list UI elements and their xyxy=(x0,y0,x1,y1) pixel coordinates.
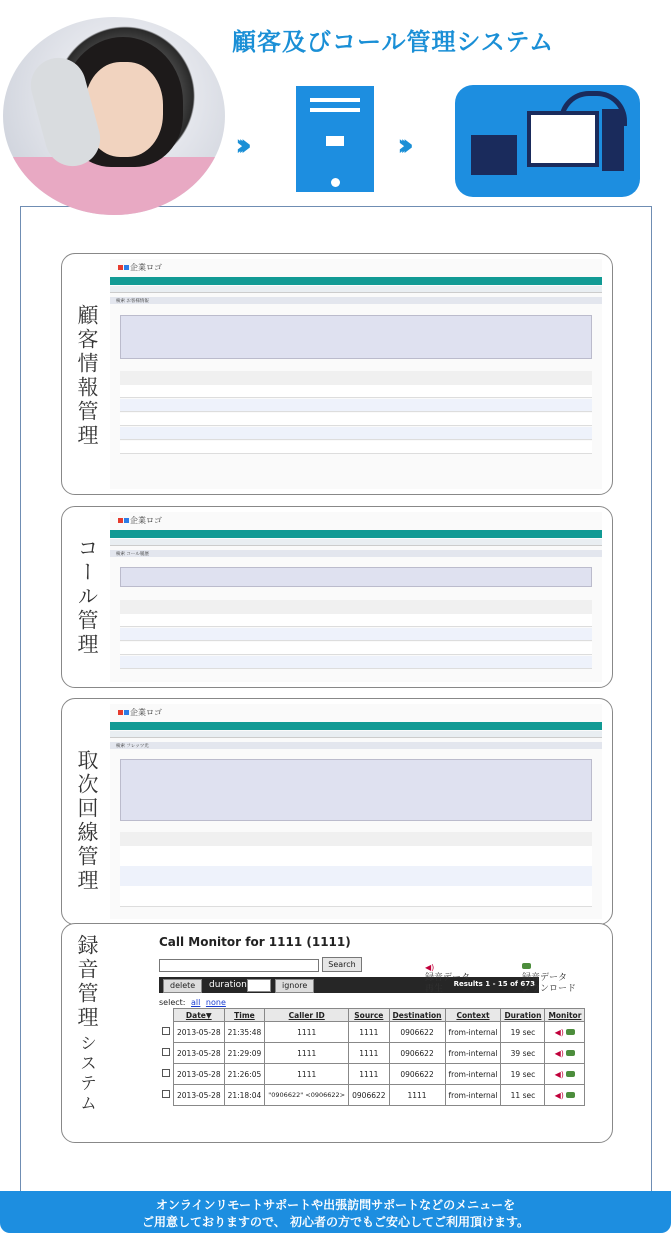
call-table xyxy=(159,1008,585,1106)
select-row xyxy=(159,998,226,1007)
caller-id-cell: "0906622" <0906622> xyxy=(265,1085,349,1106)
destination-cell: 0906622 xyxy=(389,1043,445,1064)
row-checkbox[interactable] xyxy=(162,1027,170,1035)
line-panel xyxy=(61,698,613,925)
column-header[interactable]: Destination xyxy=(389,1009,445,1022)
call-panel xyxy=(61,506,613,688)
page-title: 顧客及びコール管理システム xyxy=(232,28,555,56)
frame-left-line xyxy=(20,206,21,1191)
duration-cell: 11 sec xyxy=(501,1085,545,1106)
frame-right-line xyxy=(651,206,652,1191)
table-row xyxy=(159,1085,585,1106)
pc-headset-icon xyxy=(455,85,640,197)
download-icon[interactable] xyxy=(566,1092,575,1098)
date-cell: 2013-05-28 xyxy=(174,1043,225,1064)
duration-cell: 19 sec xyxy=(501,1022,545,1043)
speaker-icon[interactable]: ◀) xyxy=(554,1069,564,1079)
call-panel-label: コール管理 xyxy=(75,537,99,657)
time-cell: 21:29:09 xyxy=(224,1043,265,1064)
column-header[interactable]: Source xyxy=(349,1009,389,1022)
download-icon[interactable] xyxy=(566,1071,575,1077)
logo: 企業ロゴ xyxy=(118,707,162,718)
caller-id-cell: 1111 xyxy=(265,1043,349,1064)
table-row xyxy=(159,1022,585,1043)
download-icon[interactable] xyxy=(566,1029,575,1035)
context-cell: from-internal xyxy=(445,1043,501,1064)
destination-cell: 0906622 xyxy=(389,1064,445,1085)
duration-cell: 19 sec xyxy=(501,1064,545,1085)
download-icon[interactable] xyxy=(566,1050,575,1056)
call-screenshot xyxy=(110,512,602,682)
date-cell: 2013-05-28 xyxy=(174,1064,225,1085)
time-cell: 21:35:48 xyxy=(224,1022,265,1043)
column-header[interactable]: Duration xyxy=(501,1009,545,1022)
row-checkbox[interactable] xyxy=(162,1069,170,1077)
column-header[interactable]: Caller ID xyxy=(265,1009,349,1022)
arrow-icon: ››› xyxy=(397,128,405,163)
row-checkbox[interactable] xyxy=(162,1090,170,1098)
table-row xyxy=(159,1043,585,1064)
speaker-icon[interactable]: ◀) xyxy=(554,1027,564,1037)
footer-banner xyxy=(0,1191,671,1233)
speaker-icon: ◀) xyxy=(425,963,435,972)
source-cell: 0906622 xyxy=(349,1085,389,1106)
caller-id-cell: 1111 xyxy=(265,1064,349,1085)
logo: 企業ロゴ xyxy=(118,515,162,526)
speaker-icon[interactable]: ◀) xyxy=(554,1090,564,1100)
customer-panel xyxy=(61,253,613,495)
customer-panel-label: 顧客情報管理 xyxy=(75,304,99,448)
speaker-icon[interactable]: ◀) xyxy=(554,1048,564,1058)
row-checkbox[interactable] xyxy=(162,1048,170,1056)
search-button[interactable]: Search xyxy=(322,957,362,972)
search-input[interactable] xyxy=(159,959,319,972)
arrow-icon: ››› xyxy=(235,128,243,163)
column-header[interactable]: Time xyxy=(224,1009,265,1022)
context-cell: from-internal xyxy=(445,1085,501,1106)
rec-download-label: 録音データ ダウンロード xyxy=(522,962,576,995)
customer-screenshot xyxy=(110,259,602,489)
source-cell: 1111 xyxy=(349,1043,389,1064)
duration-input[interactable] xyxy=(247,979,271,992)
line-screenshot xyxy=(110,704,602,919)
time-cell: 21:26:05 xyxy=(224,1064,265,1085)
date-cell: 2013-05-28 xyxy=(174,1022,225,1043)
ignore-button[interactable]: ignore xyxy=(275,979,314,993)
action-bar xyxy=(159,977,539,993)
select-all-link[interactable]: all xyxy=(191,998,201,1007)
source-cell: 1111 xyxy=(349,1022,389,1043)
column-header[interactable]: Context xyxy=(445,1009,501,1022)
recording-panel-sublabel: システム xyxy=(76,1034,96,1114)
column-header[interactable]: Monitor xyxy=(545,1009,585,1022)
recording-panel-label: 録音管理 xyxy=(75,934,99,1030)
caller-id-cell: 1111 xyxy=(265,1022,349,1043)
line-panel-label: 取次回線管理 xyxy=(75,749,99,893)
delete-button[interactable]: delete xyxy=(163,979,202,993)
customer-page-title: 検索 お客様情報 xyxy=(116,299,149,304)
rec-play-label: ◀) 録音データ 再生 xyxy=(425,963,471,994)
download-icon xyxy=(522,963,531,969)
select-label: select: xyxy=(159,998,186,1007)
results-count: Results 1 - 15 of 673 xyxy=(453,980,535,988)
destination-cell: 0906622 xyxy=(389,1022,445,1043)
time-cell: 21:18:04 xyxy=(224,1085,265,1106)
line-page-title: 検索 フレッツ光 xyxy=(116,744,149,749)
call-monitor-title: Call Monitor for 1111 (1111) xyxy=(159,935,351,949)
context-cell: from-internal xyxy=(445,1064,501,1085)
date-cell: 2013-05-28 xyxy=(174,1085,225,1106)
select-none-link[interactable]: none xyxy=(205,998,226,1007)
source-cell: 1111 xyxy=(349,1064,389,1085)
duration-cell: 39 sec xyxy=(501,1043,545,1064)
duration-label: duration xyxy=(209,980,247,990)
table-row xyxy=(159,1064,585,1085)
logo: 企業ロゴ xyxy=(118,262,162,273)
destination-cell: 1111 xyxy=(389,1085,445,1106)
call-page-title: 検索 コール履歴 xyxy=(116,552,149,557)
server-icon xyxy=(296,86,374,192)
footer-line1: オンラインリモートサポートや出張訪問サポートなどのメニューを xyxy=(155,1198,516,1212)
context-cell: from-internal xyxy=(445,1022,501,1043)
operator-photo xyxy=(3,17,225,215)
column-header[interactable]: Date▼ xyxy=(174,1009,225,1022)
footer-line2: ご用意しておりますので、 初心者の方でもご安心してご利用頂けます。 xyxy=(142,1215,529,1229)
